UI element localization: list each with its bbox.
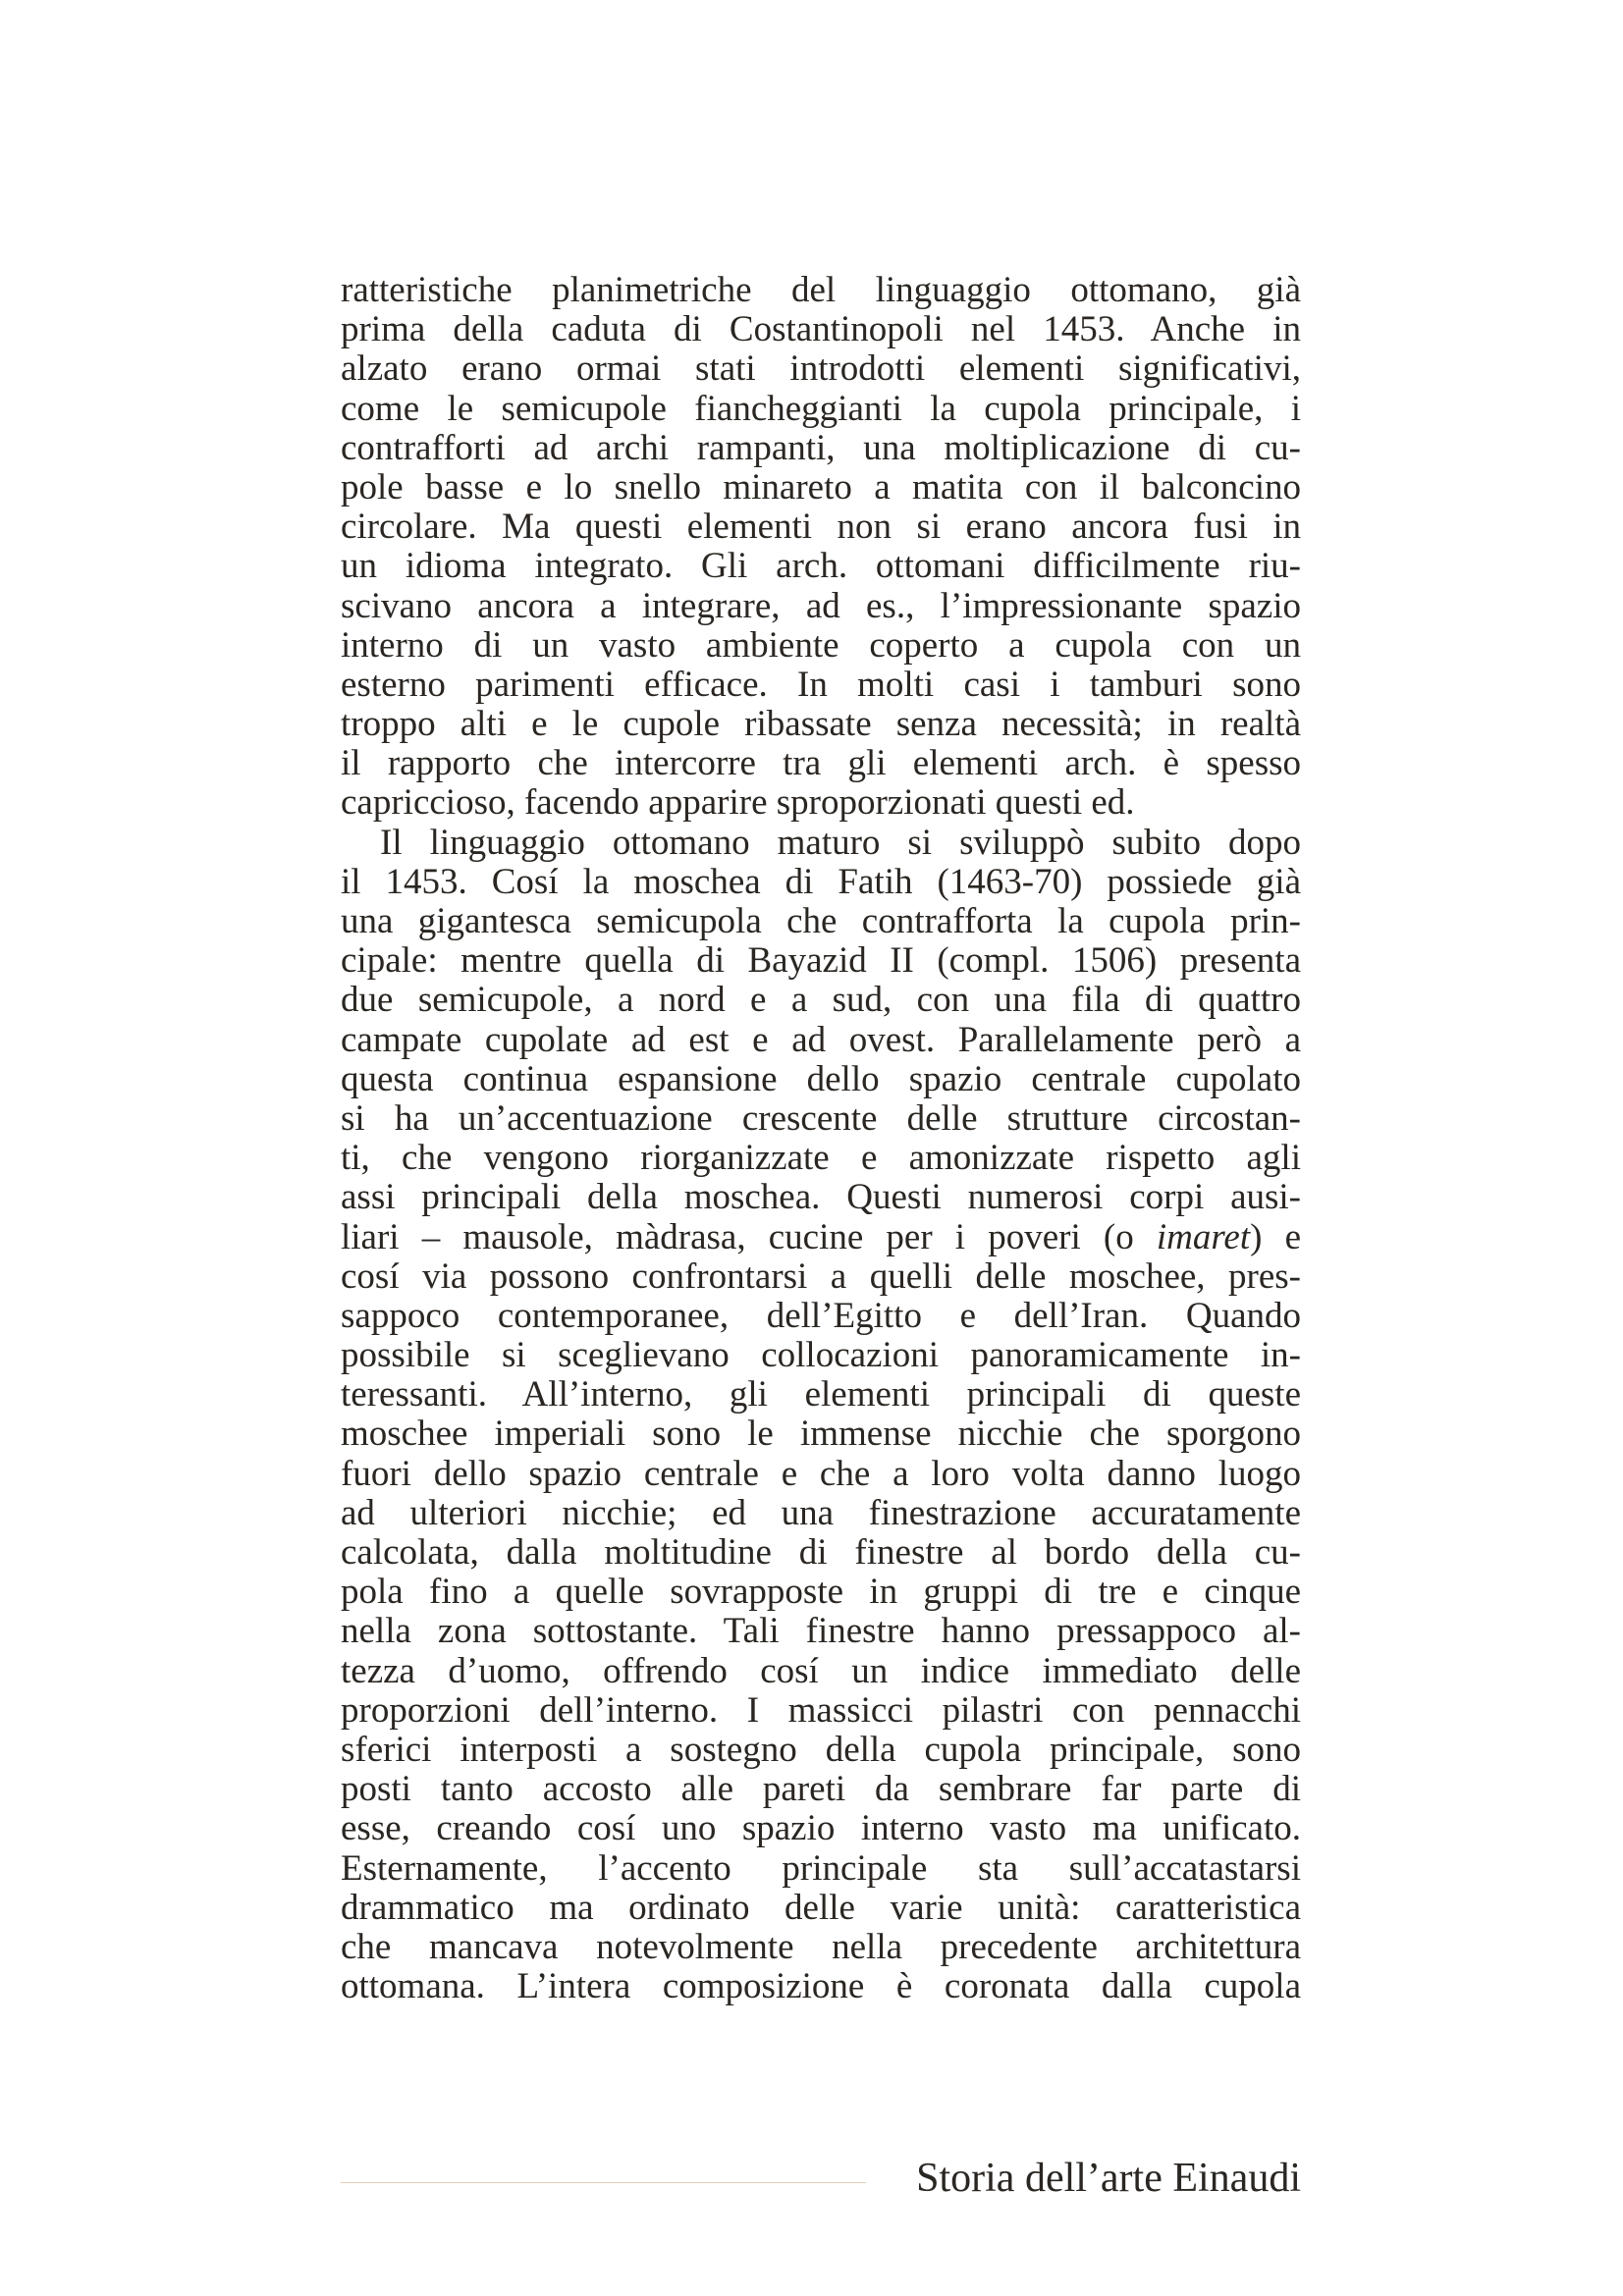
text-line: Il linguaggio ottomano maturo si sviluppò subito dopo bbox=[380, 822, 1301, 863]
text-line: posti tanto accosto alle pareti da sembrare far parte di bbox=[341, 1769, 1301, 1810]
text-line: esse, creando cosí uno spazio interno vasto ma unificato. bbox=[341, 1808, 1301, 1849]
text-line: cipale: mentre quella di Bayazid II (compl. 1506) presenta bbox=[341, 940, 1301, 982]
text-line: assi principali della moschea. Questi numerosi corpi ausi- bbox=[341, 1177, 1301, 1218]
text-line: Esternamente, l’accento principale sta sull’accatastarsi bbox=[341, 1847, 1301, 1889]
text-line: teressanti. All’interno, gli elementi principali di queste bbox=[341, 1374, 1301, 1415]
text-line: che mancava notevolmente nella precedente architettura bbox=[341, 1926, 1301, 1967]
text-line: si ha un’accentuazione crescente delle strutture circostan- bbox=[341, 1097, 1301, 1139]
text-line: il 1453. Cosí la moschea di Fatih (1463-70) possiede già bbox=[341, 861, 1301, 902]
text-line: pola fino a quelle sovrapposte in gruppi di tre e cinque bbox=[341, 1572, 1301, 1613]
text-line: ad ulteriori nicchie; ed una finestrazione accuratamente bbox=[341, 1492, 1301, 1533]
footer-title: Storia dell’arte Einaudi bbox=[916, 2156, 1301, 2201]
text-line: tezza d’uomo, offrendo cosí un indice immediato delle bbox=[341, 1650, 1301, 1691]
text-line: il rapporto che intercorre tra gli elementi arch. è spesso bbox=[341, 743, 1301, 784]
text-line: un idioma integrato. Gli arch. ottomani difficilmente riu- bbox=[341, 546, 1301, 587]
text-line: circolare. Ma questi elementi non si erano ancora fusi in bbox=[341, 507, 1301, 548]
text-line: pole basse e lo snello minareto a matita con il balconcino bbox=[341, 466, 1301, 507]
body-text bbox=[341, 271, 1301, 2006]
text-line: troppo alti e le cupole ribassate senza necessità; in realtà bbox=[341, 704, 1301, 745]
text-line: ratteristiche planimetriche del linguaggio ottomano, già bbox=[341, 270, 1301, 310]
italic-term: imaret bbox=[1156, 1216, 1251, 1257]
text-line: possibile si sceglievano collocazioni panoramicamente in- bbox=[341, 1335, 1301, 1376]
text-line-imaret bbox=[341, 1218, 1301, 1257]
text-line: ottomana. L’intera composizione è coronata dalla cupola bbox=[341, 1966, 1301, 2007]
text-line: sappoco contemporanee, dell’Egitto e dell’Iran. Quando bbox=[341, 1295, 1301, 1336]
text-line: cosí via possono confrontarsi a quelli delle moschee, pres- bbox=[341, 1255, 1301, 1297]
text-line: campate cupolate ad est e ad ovest. Parallelamente però a bbox=[341, 1019, 1301, 1060]
text-line: calcolata, dalla moltitudine di finestre al bordo della cu- bbox=[341, 1532, 1301, 1573]
text-line: prima della caduta di Costantinopoli nel 1453. Anche in bbox=[341, 309, 1301, 350]
text-line: moschee imperiali sono le immense nicchie che sporgono bbox=[341, 1414, 1301, 1455]
text-line: esterno parimenti efficace. In molti casi i tamburi sono bbox=[341, 664, 1301, 705]
text-line: interno di un vasto ambiente coperto a cupola con un bbox=[341, 624, 1301, 666]
text-line: nella zona sottostante. Tali finestre hanno pressappoco al- bbox=[341, 1611, 1301, 1652]
text-line: drammatico ma ordinato delle varie unità: caratteristica bbox=[341, 1887, 1301, 1928]
text-segment: liari – mausole, màdrasa, cucine per i poveri (o bbox=[341, 1216, 1157, 1257]
text-segment: ) e bbox=[1250, 1216, 1301, 1257]
text-line: ti, che vengono riorganizzate e amonizzate rispetto agli bbox=[341, 1138, 1301, 1179]
text-line: questa continua espansione dello spazio centrale cupolato bbox=[341, 1058, 1301, 1099]
text-line: capriccioso, facendo apparire sproporzionati questi ed. bbox=[341, 782, 1135, 824]
text-line: una gigantesca semicupola che contrafforta la cupola prin- bbox=[341, 901, 1301, 941]
text-line: contrafforti ad archi rampanti, una moltiplicazione di cu- bbox=[341, 427, 1301, 468]
text-line: scivano ancora a integrare, ad es., l’impressionante spazio bbox=[341, 585, 1301, 626]
text-line: proporzioni dell’interno. I massicci pilastri con pennacchi bbox=[341, 1689, 1301, 1731]
text-line: fuori dello spazio centrale e che a loro volta danno luogo bbox=[341, 1453, 1301, 1494]
text-line: sferici interposti a sostegno della cupola principale, sono bbox=[341, 1729, 1301, 1770]
text-line: due semicupole, a nord e a sud, con una fila di quattro bbox=[341, 980, 1301, 1021]
footer-divider bbox=[341, 2182, 866, 2183]
text-line: come le semicupole fiancheggianti la cupola principale, i bbox=[341, 388, 1301, 429]
text-line: alzato erano ormai stati introdotti elementi significativi, bbox=[341, 348, 1301, 390]
